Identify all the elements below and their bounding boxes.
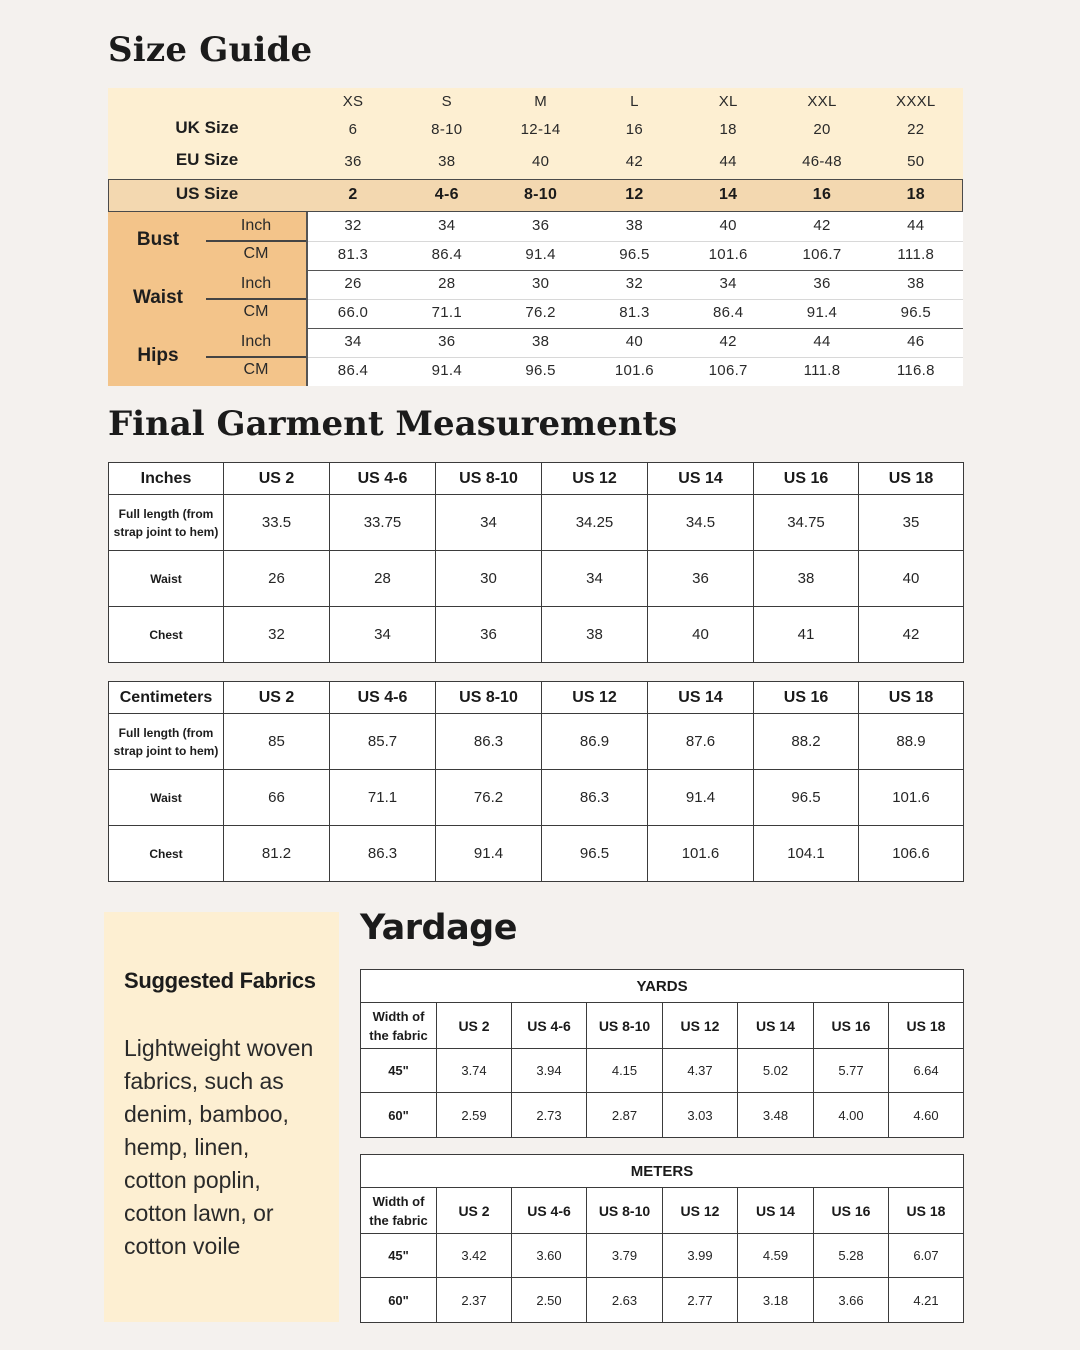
value-cell: 3.48: [738, 1093, 814, 1138]
hips-inch-label: Inch: [240, 333, 272, 350]
bust-cm-cell: 111.8: [897, 246, 935, 263]
bust-cm-cell: 106.7: [802, 246, 842, 263]
value-cell: 85.7: [330, 714, 436, 770]
size-header: US 12: [542, 463, 648, 495]
row-label-waist: Waist: [109, 551, 224, 607]
table-row: [109, 551, 964, 607]
value-cell: 34: [330, 607, 436, 663]
uk-size-cell: 16: [625, 121, 644, 138]
waist-cm-cell: 71.1: [431, 304, 462, 321]
value-cell: 4.15: [587, 1049, 663, 1093]
letter-size-cell: M: [534, 93, 547, 110]
uk-size-cell: 20: [813, 121, 831, 138]
table-row: [361, 1234, 964, 1278]
waist-cm-label: CM: [243, 303, 269, 320]
size-guide-title: Size Guide: [108, 30, 313, 70]
value-cell: 3.79: [587, 1234, 663, 1278]
fabric-width-label: 45": [361, 1234, 437, 1278]
value-cell: 86.3: [436, 714, 542, 770]
table-row: [361, 1278, 964, 1323]
size-header: US 4-6: [330, 682, 436, 714]
bust-divider: [206, 240, 306, 242]
value-cell: 3.60: [512, 1234, 587, 1278]
value-cell: 5.28: [814, 1234, 889, 1278]
waist-divider: [206, 298, 306, 300]
value-cell: 34.5: [648, 495, 754, 551]
waist-cm-cell: 91.4: [806, 304, 838, 321]
value-cell: 2.59: [437, 1093, 512, 1138]
fabric-width-label: 60": [361, 1093, 437, 1138]
value-cell: 106.6: [859, 826, 964, 882]
row-separator-light: [306, 241, 963, 242]
waist-inch-label: Inch: [240, 275, 272, 292]
uk-size-cell: 8-10: [431, 121, 463, 138]
value-cell: 88.9: [859, 714, 964, 770]
value-cell: 40: [859, 551, 964, 607]
value-cell: 33.5: [224, 495, 330, 551]
yardage-title: Yardage: [360, 908, 517, 948]
size-header: US 16: [754, 682, 859, 714]
row-separator-light: [306, 357, 963, 358]
uk-size-cell: 18: [719, 121, 737, 138]
column-separator: [306, 212, 308, 386]
waist-cm-cell: 81.3: [619, 304, 650, 321]
fabric-width-label: 60": [361, 1278, 437, 1323]
eu-size-cell: 40: [531, 153, 550, 170]
cm-corner-header: Centimeters: [109, 682, 224, 714]
value-cell: 4.59: [738, 1234, 814, 1278]
size-header: US 12: [542, 682, 648, 714]
hips-cm-cell: 101.6: [614, 362, 654, 379]
yardage-yards-table: [360, 969, 964, 1138]
bust-cm-cell: 81.3: [337, 246, 369, 263]
value-cell: 30: [436, 551, 542, 607]
uk-size-cell: 6: [348, 121, 358, 138]
size-header: US 18: [889, 1003, 964, 1049]
waist-cm-cell: 86.4: [712, 304, 744, 321]
waist-inch-cell: 32: [625, 275, 644, 292]
table-row: [109, 607, 964, 663]
value-cell: 4.00: [814, 1093, 889, 1138]
final-garment-title: Final Garment Measurements: [108, 404, 678, 444]
table-row: [361, 1049, 964, 1093]
size-header: US 18: [859, 463, 964, 495]
hips-inch-cell: 38: [531, 333, 550, 350]
size-header: US 4-6: [512, 1003, 587, 1049]
us-size-label: US Size: [175, 184, 239, 203]
eu-size-cell: 50: [907, 153, 925, 170]
value-cell: 26: [224, 551, 330, 607]
value-cell: 3.42: [437, 1234, 512, 1278]
size-header: US 4-6: [512, 1188, 587, 1234]
eu-size-cell: 42: [625, 153, 644, 170]
value-cell: 42: [859, 607, 964, 663]
value-cell: 91.4: [648, 770, 754, 826]
bust-inch-label: Inch: [240, 217, 272, 234]
bust-inch-cell: 36: [531, 217, 550, 234]
value-cell: 3.03: [663, 1093, 738, 1138]
size-guide-table: [108, 88, 963, 386]
eu-size-cell: 36: [344, 153, 362, 170]
size-header: US 2: [437, 1003, 512, 1049]
size-header: US 12: [663, 1003, 738, 1049]
waist-inch-cell: 26: [344, 275, 362, 292]
row-separator: [306, 270, 963, 271]
size-header: US 8-10: [587, 1188, 663, 1234]
hips-cm-label: CM: [243, 361, 269, 378]
table-row: [109, 495, 964, 551]
uk-size-cell: 22: [907, 121, 925, 138]
value-cell: 76.2: [436, 770, 542, 826]
value-cell: 86.9: [542, 714, 648, 770]
letter-size-cell: XS: [342, 93, 364, 110]
size-header: US 14: [648, 682, 754, 714]
letter-size-cell: S: [441, 93, 452, 110]
bust-cm-cell: 86.4: [431, 246, 462, 263]
hips-cm-cell: 96.5: [525, 362, 556, 379]
value-cell: 87.6: [648, 714, 754, 770]
waist-inch-cell: 34: [719, 275, 737, 292]
us-size-cell: 2: [348, 186, 358, 203]
hips-cm-cell: 116.8: [896, 362, 935, 379]
value-cell: 86.3: [542, 770, 648, 826]
value-cell: 101.6: [859, 770, 964, 826]
value-cell: 5.77: [814, 1049, 889, 1093]
value-cell: 2.87: [587, 1093, 663, 1138]
eu-size-label: EU Size: [175, 150, 239, 169]
value-cell: 88.2: [754, 714, 859, 770]
suggested-fabrics-text: Lightweight woven fabrics, such as denim, bamboo, hemp, linen, cotton poplin, cotton lawn, or cotton voile: [124, 1035, 314, 1259]
waist-inch-cell: 30: [531, 275, 550, 292]
uk-size-cell: 12-14: [520, 121, 561, 138]
bust-inch-cell: 42: [813, 217, 831, 234]
row-separator: [306, 328, 963, 329]
meters-caption: METERS: [361, 1155, 964, 1188]
value-cell: 96.5: [754, 770, 859, 826]
size-header: US 8-10: [436, 463, 542, 495]
garment-cm-table: [108, 681, 964, 882]
value-cell: 38: [754, 551, 859, 607]
size-header: US 16: [754, 463, 859, 495]
letter-size-cell: XXL: [807, 93, 837, 110]
value-cell: 4.60: [889, 1093, 964, 1138]
width-of-fabric-header: Width of the fabric: [361, 1188, 437, 1234]
value-cell: 41: [754, 607, 859, 663]
bust-inch-cell: 32: [344, 217, 362, 234]
waist-cm-cell: 66.0: [337, 304, 369, 321]
hips-cm-cell: 91.4: [431, 362, 462, 379]
value-cell: 28: [330, 551, 436, 607]
hips-label: Hips: [137, 345, 179, 366]
value-cell: 36: [436, 607, 542, 663]
uk-size-label: UK Size: [175, 118, 239, 137]
hips-cm-cell: 106.7: [708, 362, 748, 379]
value-cell: 3.66: [814, 1278, 889, 1323]
eu-size-cell: 46-48: [802, 153, 842, 170]
value-cell: 6.64: [889, 1049, 964, 1093]
table-row: [361, 1093, 964, 1138]
value-cell: 81.2: [224, 826, 330, 882]
eu-size-cell: 44: [719, 153, 737, 170]
size-header: US 8-10: [436, 682, 542, 714]
value-cell: 5.02: [738, 1049, 814, 1093]
size-header: US 14: [738, 1003, 814, 1049]
hips-inch-cell: 46: [907, 333, 925, 350]
row-separator-light: [306, 299, 963, 300]
value-cell: 2.63: [587, 1278, 663, 1323]
value-cell: 96.5: [542, 826, 648, 882]
value-cell: 2.50: [512, 1278, 587, 1323]
value-cell: 3.18: [738, 1278, 814, 1323]
waist-inch-cell: 38: [907, 275, 925, 292]
size-header: US 14: [648, 463, 754, 495]
bust-inch-cell: 44: [907, 217, 925, 234]
hips-inch-cell: 36: [438, 333, 456, 350]
row-label-chest: Chest: [109, 607, 224, 663]
value-cell: 104.1: [754, 826, 859, 882]
value-cell: 38: [542, 607, 648, 663]
us-size-cell: 16: [812, 186, 832, 203]
table-row: [109, 826, 964, 882]
inches-corner-header: Inches: [109, 463, 224, 495]
value-cell: 66: [224, 770, 330, 826]
row-label-chest: Chest: [109, 826, 224, 882]
bust-cm-cell: 91.4: [525, 246, 556, 263]
value-cell: 34: [542, 551, 648, 607]
us-size-cell: 12: [625, 186, 644, 203]
size-header: US 18: [889, 1188, 964, 1234]
value-cell: 2.77: [663, 1278, 738, 1323]
width-of-fabric-header: Width of the fabric: [361, 1003, 437, 1049]
bust-cm-label: CM: [243, 245, 269, 262]
waist-inch-cell: 28: [438, 275, 456, 292]
value-cell: 3.74: [437, 1049, 512, 1093]
bust-cm-cell: 96.5: [619, 246, 650, 263]
hips-inch-cell: 34: [344, 333, 362, 350]
waist-label: Waist: [133, 287, 183, 308]
value-cell: 3.99: [663, 1234, 738, 1278]
group-gap: [108, 270, 306, 271]
bust-cm-cell: 101.6: [708, 246, 748, 263]
value-cell: 2.73: [512, 1093, 587, 1138]
value-cell: 4.37: [663, 1049, 738, 1093]
value-cell: 34.75: [754, 495, 859, 551]
value-cell: 6.07: [889, 1234, 964, 1278]
table-row: [109, 714, 964, 770]
size-header: US 2: [437, 1188, 512, 1234]
hips-inch-cell: 42: [719, 333, 737, 350]
row-label-full-length: Full length (from strap joint to hem): [109, 495, 224, 551]
bust-label: Bust: [136, 229, 180, 250]
value-cell: 4.21: [889, 1278, 964, 1323]
hips-cm-cell: 111.8: [803, 362, 841, 379]
bust-inch-cell: 34: [438, 217, 456, 234]
size-header: US 14: [738, 1188, 814, 1234]
garment-inches-table: [108, 462, 964, 663]
waist-inch-cell: 36: [813, 275, 831, 292]
value-cell: 36: [648, 551, 754, 607]
value-cell: 35: [859, 495, 964, 551]
us-size-cell: 18: [906, 186, 925, 203]
hips-divider: [206, 356, 306, 358]
size-header: US 8-10: [587, 1003, 663, 1049]
value-cell: 33.75: [330, 495, 436, 551]
hips-cm-cell: 86.4: [337, 362, 369, 379]
size-header: US 16: [814, 1188, 889, 1234]
suggested-fabrics-panel: [104, 912, 339, 1322]
size-header: US 18: [859, 682, 964, 714]
value-cell: 2.37: [437, 1278, 512, 1323]
suggested-fabrics-title: Suggested Fabrics: [124, 968, 316, 993]
yardage-meters-table: [360, 1154, 964, 1323]
hips-inch-cell: 44: [813, 333, 831, 350]
fabric-width-label: 45": [361, 1049, 437, 1093]
row-label-waist: Waist: [109, 770, 224, 826]
letter-size-cell: L: [630, 93, 639, 110]
row-label-full-length: Full length (from strap joint to hem): [109, 714, 224, 770]
yards-caption: YARDS: [361, 970, 964, 1003]
value-cell: 3.94: [512, 1049, 587, 1093]
size-header: US 2: [224, 682, 330, 714]
waist-cm-cell: 76.2: [525, 304, 556, 321]
hips-inch-cell: 40: [625, 333, 644, 350]
waist-cm-cell: 96.5: [900, 304, 931, 321]
bust-inch-cell: 40: [719, 217, 737, 234]
us-size-cell: 4-6: [434, 186, 459, 203]
value-cell: 91.4: [436, 826, 542, 882]
size-header: US 16: [814, 1003, 889, 1049]
value-cell: 86.3: [330, 826, 436, 882]
size-header: US 12: [663, 1188, 738, 1234]
size-header: US 2: [224, 463, 330, 495]
value-cell: 34.25: [542, 495, 648, 551]
value-cell: 40: [648, 607, 754, 663]
size-header: US 4-6: [330, 463, 436, 495]
value-cell: 101.6: [648, 826, 754, 882]
eu-size-cell: 38: [438, 153, 456, 170]
value-cell: 34: [436, 495, 542, 551]
letter-size-cell: XL: [718, 93, 738, 110]
table-row: [109, 770, 964, 826]
value-cell: 85: [224, 714, 330, 770]
letter-size-cell: XXXL: [896, 93, 936, 110]
bust-inch-cell: 38: [625, 217, 644, 234]
us-size-cell: 8-10: [523, 186, 558, 203]
us-size-cell: 14: [718, 186, 738, 203]
value-cell: 71.1: [330, 770, 436, 826]
value-cell: 32: [224, 607, 330, 663]
